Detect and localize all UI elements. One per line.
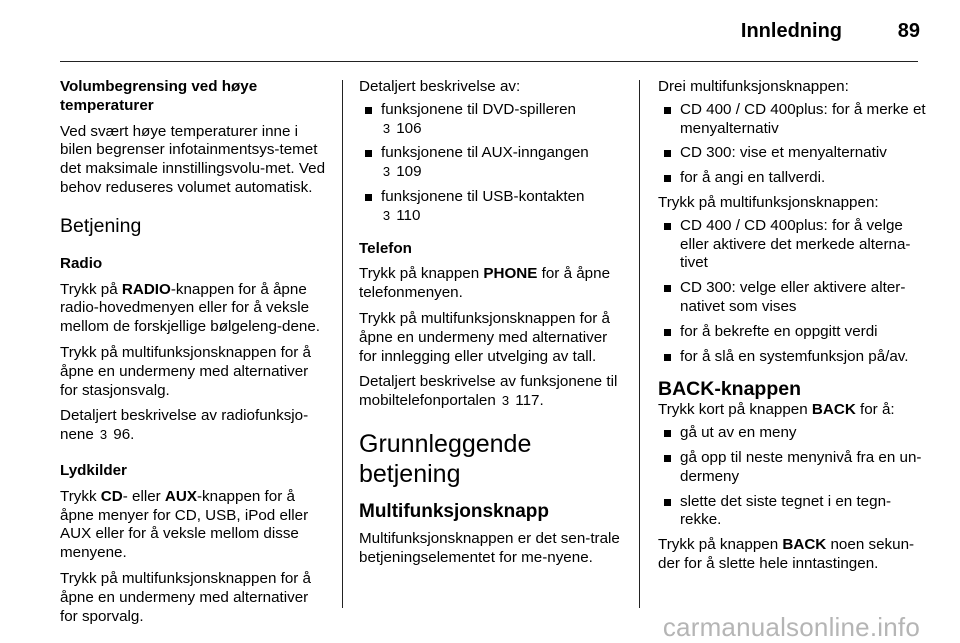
back-key: BACK <box>811 401 856 419</box>
reference-arrow-icon: 3 <box>501 393 510 409</box>
list-item: CD 300: vise et menyalternativ <box>658 144 926 163</box>
list-item-text: funksjonene til DVD-spilleren <box>381 100 576 118</box>
list-item: for å angi en tallverdi. <box>658 169 926 188</box>
list-item-text: funksjonene til AUX-inngangen <box>381 144 589 162</box>
aux-key: AUX <box>164 487 197 505</box>
list-item: for å bekrefte en oppgitt verdi <box>658 323 926 342</box>
page-reference[interactable] <box>381 120 422 137</box>
column-3 <box>658 78 926 581</box>
text-run: Trykk på <box>60 280 122 298</box>
cd-key: CD <box>100 487 123 505</box>
text-run: for å åpne telefonmenyen. <box>359 265 611 302</box>
list-item <box>359 101 627 139</box>
detail-list <box>359 101 627 226</box>
text-run: Detaljert beskrivelse av radiofunksjo-nene <box>60 407 309 444</box>
page-reference[interactable] <box>381 207 420 224</box>
radio-paragraph-3 <box>60 407 330 445</box>
back-heading: BACK-knappen <box>658 378 802 401</box>
back-list <box>658 424 926 530</box>
radio-paragraph-2: Trykk på multifunksjonsknappen for å åpne en undermeny med alternativer for stasjonsvalg. <box>60 343 311 399</box>
list-item: slette det siste tegnet i en tegn-rekke. <box>658 493 926 531</box>
page-reference[interactable] <box>381 163 422 180</box>
text-run: -knappen for å åpne radio-hovedmenyen eller for å veksle mellom de forskjellige bølgeleng-dene. <box>60 280 321 336</box>
radio-paragraph-1 <box>60 281 330 337</box>
lydkilder-heading: Lydkilder <box>60 461 127 479</box>
text-run: noen sekun-der for å slette hele inntastingen. <box>658 536 915 572</box>
reference-page: 106 <box>396 119 422 137</box>
list-item: gå ut av en meny <box>658 424 926 443</box>
radio-heading: Radio <box>60 254 103 272</box>
drei-list <box>658 101 926 188</box>
text-run: Detaljert beskrivelse av funksjonene til mobiltelefonportalen <box>359 373 618 410</box>
reference-arrow-icon: 3 <box>382 207 391 223</box>
list-item: CD 400 / CD 400plus: for å merke et menyalternativ <box>658 101 926 139</box>
back-key: BACK <box>782 536 827 554</box>
telefon-paragraph-3 <box>359 373 627 411</box>
reference-page: 109 <box>396 163 422 181</box>
text-run: Trykk kort på knappen <box>658 401 812 419</box>
page-title: Innledning <box>740 20 842 42</box>
detail-intro: Detaljert beskrivelse av: <box>359 78 521 95</box>
trykk-intro: Trykk på multifunksjonsknappen: <box>658 193 879 211</box>
telefon-paragraph-2: Trykk på multifunksjonsknappen for å åpne en undermeny med alternativer for innlegging eller utvelging av tall. <box>359 309 610 365</box>
grunnleggende-heading: Grunnleggende betjening <box>359 429 532 488</box>
back-intro <box>658 401 926 420</box>
drei-intro: Drei multifunksjonsknappen: <box>658 78 849 95</box>
radio-key: RADIO <box>121 280 171 298</box>
list-item: for å slå en systemfunksjon på/av. <box>658 348 926 367</box>
column-divider-2 <box>639 80 640 608</box>
lydkilder-paragraph-1 <box>60 488 330 563</box>
watermark: carmanualsonline.info <box>662 612 920 642</box>
list-item: CD 300: velge eller aktivere alter-nativet som vises <box>658 279 926 317</box>
betjening-heading: Betjening <box>60 214 142 237</box>
column-divider-1 <box>342 80 343 608</box>
volume-heading: Volumbegrensing ved høye temperaturer <box>60 78 258 114</box>
text-run: Trykk <box>60 487 101 505</box>
multifunksjon-body: Multifunksjonsknappen er det sen-trale betjeningselementet for me-nyene. <box>359 529 620 566</box>
reference-page: 96. <box>113 426 135 444</box>
list-item <box>359 144 627 182</box>
list-item-text: funksjonene til USB-kontakten <box>381 187 585 205</box>
column-2 <box>359 78 627 575</box>
page-header <box>0 0 960 60</box>
phone-key: PHONE <box>483 265 538 283</box>
page-reference[interactable] <box>500 392 544 409</box>
page-number: 89 <box>897 20 920 42</box>
back-paragraph <box>658 536 926 574</box>
reference-page: 117. <box>515 392 544 410</box>
column-1 <box>60 78 330 633</box>
reference-arrow-icon: 3 <box>382 120 391 136</box>
telefon-heading: Telefon <box>359 239 412 257</box>
text-run: Trykk på knappen <box>658 536 783 554</box>
list-item: gå opp til neste menynivå fra en un-dermeny <box>658 449 926 487</box>
telefon-paragraph-1 <box>359 265 627 303</box>
text-run: Trykk på knappen <box>359 265 484 283</box>
lydkilder-paragraph-2: Trykk på multifunksjonsknappen for å åpne en undermeny med alternativer for sporvalg. <box>60 569 311 625</box>
reference-page: 110 <box>396 206 421 224</box>
page-reference[interactable] <box>98 426 134 443</box>
text-run: - eller <box>122 487 165 505</box>
list-item: CD 400 / CD 400plus: for å velge eller aktivere det merkede alterna-tivet <box>658 217 926 273</box>
trykk-list <box>658 217 926 367</box>
text-run: -knappen for å åpne menyer for CD, USB, iPod eller AUX eller for å veksle mellom disse menyene. <box>60 487 309 562</box>
header-rule <box>60 61 918 62</box>
text-run: for å: <box>855 401 895 419</box>
list-item <box>359 188 627 226</box>
reference-arrow-icon: 3 <box>382 164 391 180</box>
reference-arrow-icon: 3 <box>99 427 108 443</box>
volume-body: Ved svært høye temperaturer inne i bilen begrenser infotainmentsys-temet det maksimale innstillingsvolu-met. Ved behov reduseres volumet automatisk. <box>60 122 326 196</box>
multifunksjon-heading: Multifunksjonsknapp <box>359 500 549 522</box>
